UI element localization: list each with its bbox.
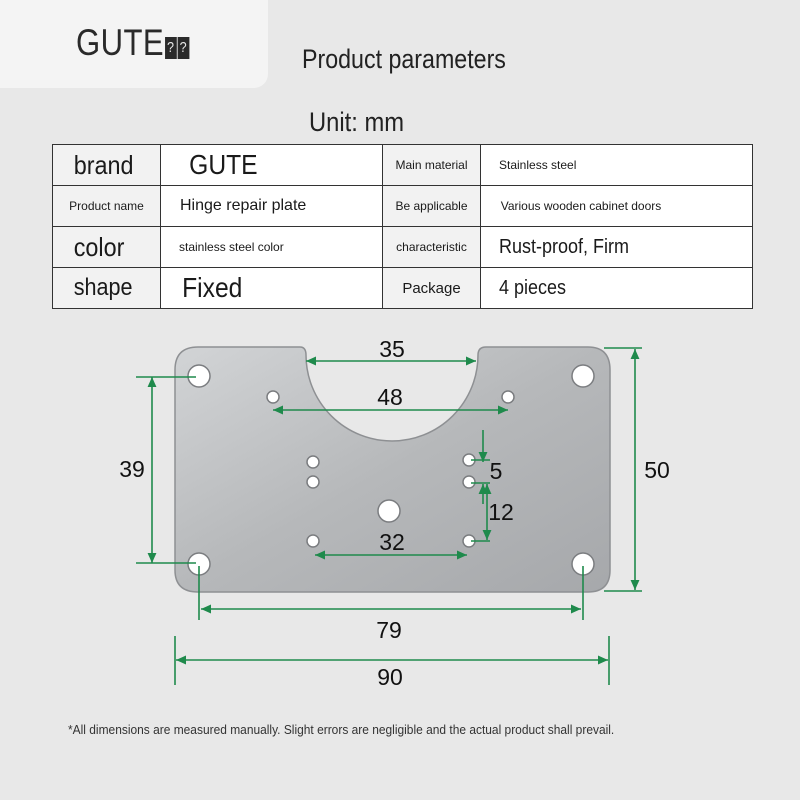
value-product-name: Hinge repair plate (180, 197, 307, 214)
label-characteristic: characteristic (396, 239, 467, 254)
footer-note: *All dimensions are measured manually. Slight errors are negligible and the actual product shall prevail. (68, 722, 615, 737)
dim-label-90: 90 (377, 664, 403, 690)
value-shape: Fixed (182, 272, 243, 303)
label-main-material: Main material (395, 157, 468, 172)
dim-label-12: 12 (488, 499, 514, 525)
hole-small (502, 391, 514, 403)
brand-glyph-2: ? (177, 37, 189, 59)
brand-glyph-1: ? (165, 37, 177, 59)
label-color: color (73, 231, 125, 262)
value-package: 4 pieces (499, 276, 567, 299)
label-shape: shape (73, 274, 133, 301)
dim-label-5: 5 (489, 458, 503, 484)
value-color: stainless steel color (179, 240, 284, 254)
hole-center (378, 500, 400, 522)
label-brand: brand (73, 149, 134, 180)
hole-small (267, 391, 279, 403)
dim-label-35: 35 (379, 336, 405, 362)
dim-label-32: 32 (379, 529, 405, 555)
page-title: Product parameters (302, 44, 506, 74)
dim-label-79: 79 (376, 617, 402, 643)
label-product-name: Product name (69, 198, 144, 213)
label-applicable: Be applicable (395, 198, 468, 213)
dim-label-50: 50 (644, 457, 670, 483)
hole-top-left (188, 365, 210, 387)
value-characteristic: Rust-proof, Firm (499, 235, 630, 258)
hole-top-right (572, 365, 594, 387)
hole-small (307, 456, 319, 468)
brand-logo-text: GUTE (76, 22, 165, 63)
hole-small (307, 535, 319, 547)
dim-label-48: 48 (377, 384, 403, 410)
dim-label-39: 39 (119, 456, 145, 482)
value-applicable: Various wooden cabinet doors (500, 199, 662, 213)
value-main-material: Stainless steel (499, 158, 577, 172)
label-package: Package (402, 279, 461, 297)
unit-label: Unit: mm (309, 107, 405, 137)
hole-small (307, 476, 319, 488)
value-brand: GUTE (189, 149, 258, 180)
